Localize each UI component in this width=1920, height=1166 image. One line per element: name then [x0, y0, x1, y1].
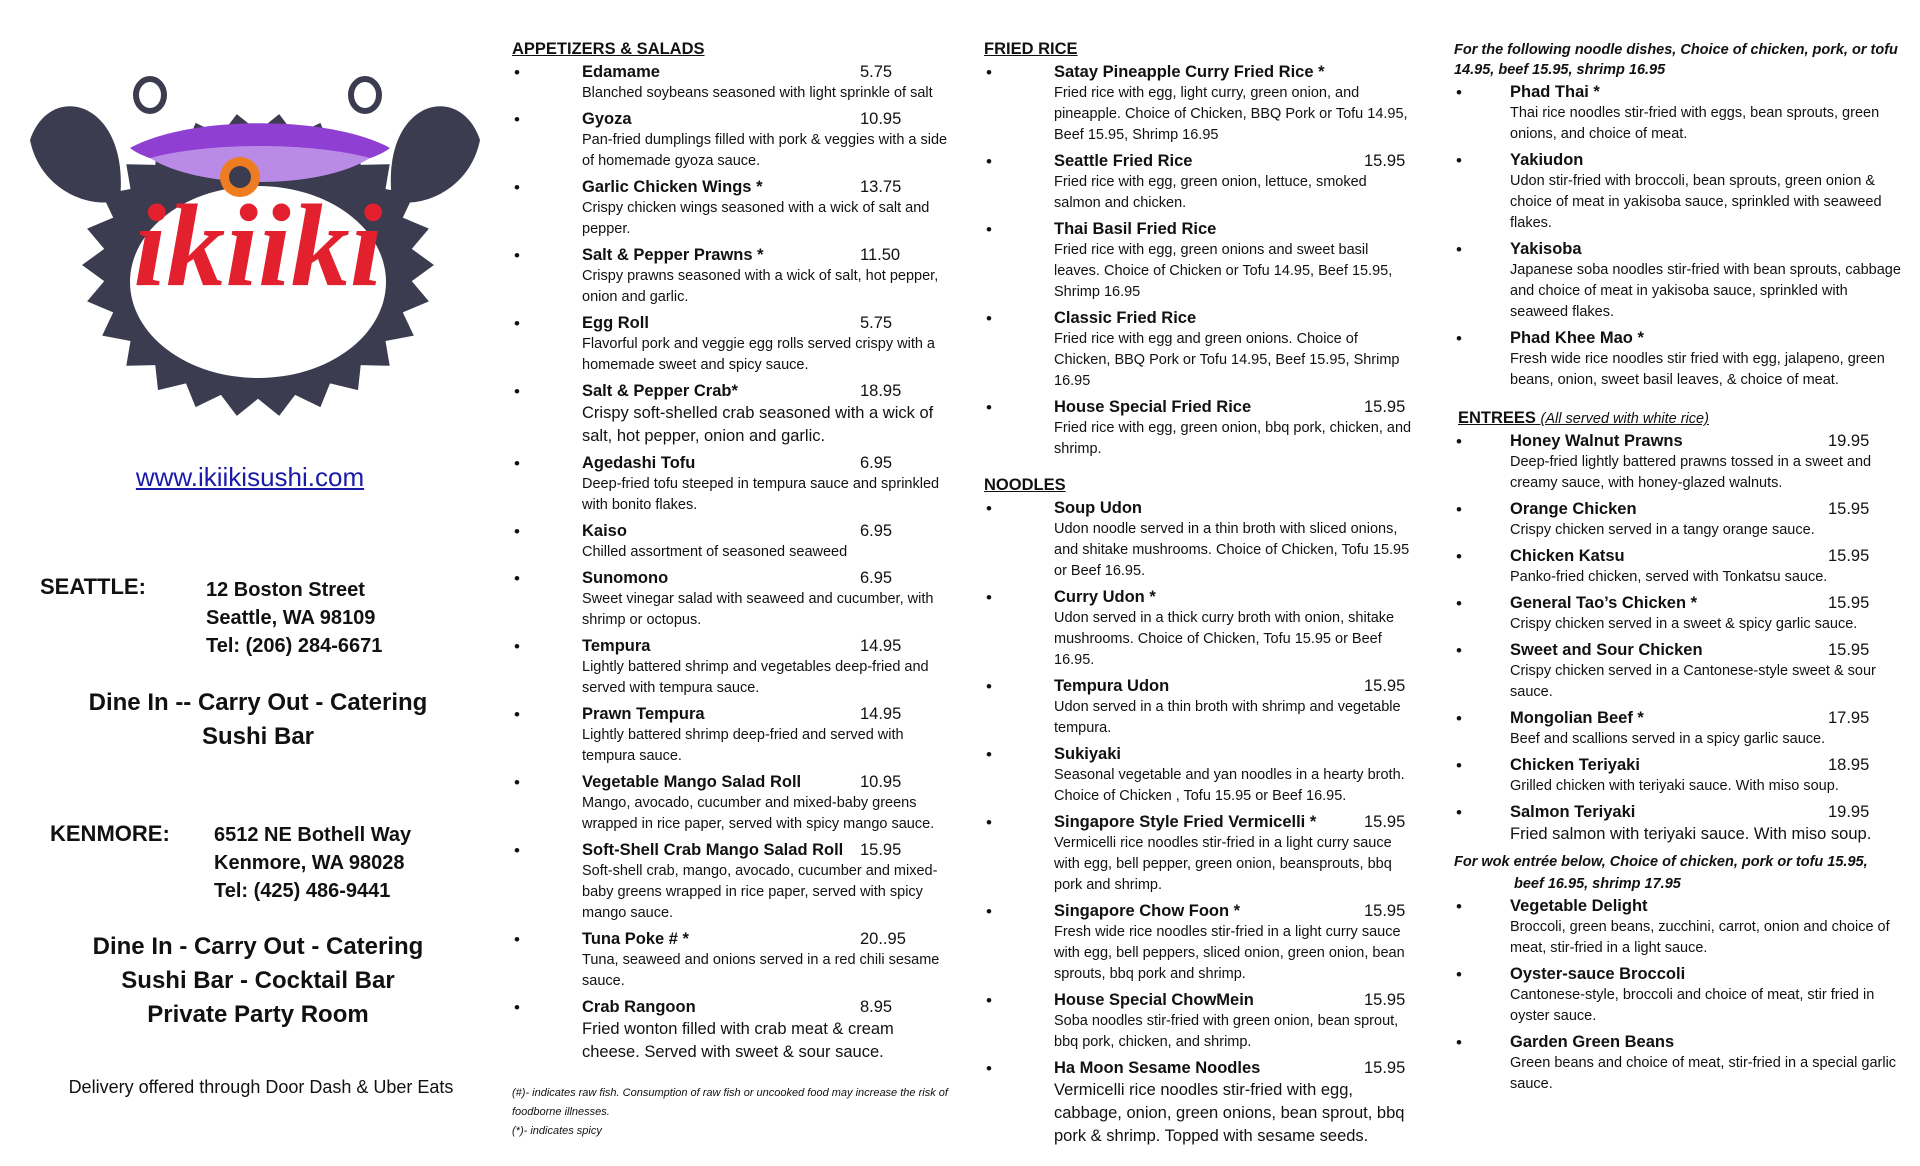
item-name: • Curry Udon *	[1054, 588, 1156, 606]
menu-item	[984, 397, 1414, 460]
menu-item	[1454, 640, 1902, 703]
item-name: • Phad Thai *	[1510, 83, 1600, 101]
menu-item	[512, 840, 952, 924]
item-price: 10.95	[860, 110, 902, 128]
appetizers-list	[512, 62, 952, 1064]
menu-item	[1454, 1032, 1902, 1095]
menu-item	[984, 587, 1414, 671]
kenmore-street: 6512 NE Bothell Way	[214, 824, 412, 846]
item-description: Cantonese-style, broccoli and choice of meat, stir fried in oyster sauce.	[1510, 987, 1875, 1024]
item-name: • General Tao’s Chicken *	[1510, 594, 1698, 612]
item-price: 15.95	[1364, 991, 1406, 1009]
item-description: Crispy chicken wings seasoned with a wick of salt and pepper.	[582, 200, 930, 237]
item-price: 5.75	[860, 314, 893, 332]
wok-intro-2: beef 16.95, shrimp 17.95	[1514, 876, 1681, 892]
kenmore-services-line: Private Party Room	[147, 1001, 369, 1028]
seattle-city-zip: Seattle, WA 98109	[206, 607, 376, 629]
item-description: Seasonal vegetable and yan noodles in a hearty broth. Choice of Chicken , Tofu 15.95 or Beef 16.95.	[1054, 767, 1405, 804]
menu-item	[512, 568, 952, 631]
kenmore-address	[214, 821, 411, 905]
menu-item	[1454, 239, 1902, 323]
entrees-list	[1454, 431, 1902, 846]
item-name: • House Special Fried Rice	[1054, 398, 1252, 416]
item-description: Deep-fried lightly battered prawns tossed in a sweet and creamy sauce, with honey-glazed walnuts.	[1510, 454, 1872, 491]
item-name: • Seattle Fried Rice	[1054, 152, 1193, 170]
item-description: Soba noodles stir-fried with green onion, bean sprout, bbq pork, chicken, and shrimp.	[1054, 1013, 1399, 1050]
item-price: 6.95	[860, 569, 893, 587]
seattle-services-line: Dine In -- Carry Out - Catering	[88, 689, 428, 716]
menu-item	[984, 744, 1414, 807]
item-description: Fried rice with egg, light curry, green onion, and pineapple. Choice of Chicken, BBQ Pork or Tofu 14.95, Beef 15.95, Shrimp 16.95	[1054, 85, 1408, 143]
item-description: Fried rice with egg, green onion, bbq pork, chicken, and shrimp.	[1054, 420, 1412, 457]
seattle-services-line: Sushi Bar	[201, 723, 315, 750]
menu-item	[512, 453, 952, 516]
item-price: 15.95	[1364, 677, 1406, 695]
item-name: • Kaiso	[582, 522, 627, 540]
item-price: 15.95	[1364, 1059, 1406, 1077]
appetizers-column	[512, 40, 952, 1141]
kenmore-services-line: Dine In - Carry Out - Catering	[92, 933, 424, 960]
item-price: 5.75	[860, 63, 893, 81]
item-description: Fried rice with egg, green onion, lettuce, smoked salmon and chicken.	[1054, 174, 1367, 211]
item-description: Crispy chicken served in a tangy orange sauce.	[1510, 522, 1815, 538]
menu-item	[1454, 896, 1902, 959]
menu-item	[984, 151, 1414, 214]
menu-item	[984, 901, 1414, 985]
item-price: 15.95	[1828, 641, 1870, 659]
item-price: 17.95	[1828, 709, 1870, 727]
kenmore-services	[0, 930, 516, 1032]
item-name: • Orange Chicken	[1510, 500, 1637, 518]
brand-column	[0, 0, 500, 1166]
noodle-dishes-list	[1454, 82, 1902, 391]
menu-item	[512, 313, 952, 376]
delivery-note: Delivery offered through Door Dash & Uber Eats	[68, 1077, 454, 1097]
item-name: • Sunomono	[582, 569, 669, 587]
item-price: 11.50	[860, 246, 901, 264]
item-name: • Prawn Tempura	[582, 705, 705, 723]
menu-item	[1454, 755, 1902, 797]
item-name: • Singapore Chow Foon *	[1054, 902, 1241, 920]
wok-list	[1454, 896, 1902, 1095]
item-name: • Mongolian Beef *	[1510, 709, 1644, 727]
menu-item	[984, 219, 1414, 303]
item-price: 19.95	[1828, 803, 1870, 821]
item-price: 18.95	[860, 382, 902, 400]
item-price: 14.95	[860, 637, 902, 655]
item-name: • Crab Rangoon	[582, 998, 696, 1016]
menu-item	[984, 308, 1414, 392]
item-description: Fresh wide rice noodles stir-fried in a light curry sauce with egg, bell peppers, sliced onion, green onion, bean sprouts, bbq pork and shrimp.	[1054, 924, 1405, 982]
item-description: Mango, avocado, cucumber and mixed-baby greens wrapped in rice paper, served with spicy mango sauce.	[582, 795, 935, 832]
item-price: 15.95	[860, 841, 902, 859]
menu-item	[512, 177, 952, 240]
item-name: • Oyster-sauce Broccoli	[1510, 965, 1686, 983]
item-name: • Tempura	[582, 637, 651, 655]
item-description: Blanched soybeans seasoned with light sprinkle of salt	[582, 85, 933, 101]
kenmore-city-label: KENMORE:	[50, 821, 170, 846]
kenmore-phone[interactable]: Tel: (425) 486-9441	[214, 880, 391, 902]
item-name: • Thai Basil Fried Rice	[1054, 220, 1217, 238]
seattle-address	[206, 576, 382, 660]
item-name: • Edamame	[582, 63, 660, 81]
noodles-heading: NOODLES	[984, 476, 1066, 494]
item-description: Udon noodle served in a thin broth with sliced onions, and shitake mushrooms. Choice of Chicken, Tofu 15.95 or Beef 16.95.	[1054, 521, 1410, 579]
item-price: 15.95	[1364, 398, 1406, 416]
item-description: Fried rice with egg, green onions and sweet basil leaves. Choice of Chicken or Tofu 14.95, Beef 15.95, Shrimp 16.95	[1054, 242, 1393, 300]
item-description: Pan-fried dumplings filled with pork & veggies with a side of homemade gyoza sauce.	[582, 132, 948, 169]
item-description: Fried wonton filled with crab meat & cream cheese. Served with sweet & sour sauce.	[582, 1020, 894, 1061]
menu-item	[1454, 82, 1902, 145]
item-description: Deep-fried tofu steeped in tempura sauce and sprinkled with bonito flakes.	[582, 476, 940, 513]
item-description: Chilled assortment of seasoned seaweed	[582, 544, 848, 560]
item-description: Broccoli, green beans, zucchini, carrot, onion and choice of meat, stir-fried in a light sauce.	[1510, 919, 1890, 956]
rice-noodles-column	[984, 40, 1414, 1153]
item-description: Sweet vinegar salad with seaweed and cucumber, with shrimp or octopus.	[582, 591, 934, 628]
menu-item	[984, 498, 1414, 582]
item-description: Green beans and choice of meat, stir-fried in a special garlic sauce.	[1510, 1055, 1897, 1092]
entrees-note: (All served with white rice)	[1540, 411, 1709, 427]
menu-item	[984, 812, 1414, 896]
item-name: • Classic Fried Rice	[1054, 309, 1197, 327]
menu-item	[512, 772, 952, 835]
item-name: • Sweet and Sour Chicken	[1510, 641, 1703, 659]
item-description: Fresh wide rice noodles stir fried with egg, jalapeno, green beans, onion, sweet basil leaves, & choice of meat.	[1510, 351, 1885, 388]
raw-fish-footnote: (#)- indicates raw fish. Consumption of raw fish or uncooked food may increase the risk of foodborne illnesses.	[512, 1087, 948, 1118]
item-description: Panko-fried chicken, served with Tonkatsu sauce.	[1510, 569, 1828, 585]
item-price: 8.95	[860, 998, 893, 1016]
item-name: • Satay Pineapple Curry Fried Rice *	[1054, 63, 1325, 81]
item-name: • Vegetable Delight	[1510, 897, 1648, 915]
wok-intro: For wok entrée below, Choice of chicken, pork or tofu 15.95,	[1454, 854, 1868, 870]
menu-item	[512, 521, 952, 563]
seattle-street: 12 Boston Street	[206, 579, 365, 601]
fried-rice-list	[984, 62, 1414, 460]
item-price: 13.75	[860, 178, 902, 196]
item-description: Lightly battered shrimp and vegetables deep-fried and served with tempura sauce.	[582, 659, 929, 696]
kenmore-city-zip: Kenmore, WA 98028	[214, 852, 405, 874]
item-description: Fried rice with egg and green onions. Choice of Chicken, BBQ Pork or Tofu 14.95, Beef 15.95, Shrimp 16.95	[1054, 331, 1400, 389]
menu-item	[1454, 431, 1902, 494]
menu-item	[512, 929, 952, 992]
item-description: Grilled chicken with teriyaki sauce. With miso soup.	[1510, 778, 1839, 794]
item-name: • Chicken Katsu	[1510, 547, 1625, 565]
item-description: Udon served in a thick curry broth with onion, shitake mushrooms. Choice of Chicken, Tofu 15.95 or Beef 16.95.	[1054, 610, 1395, 668]
item-name: • Ha Moon Sesame Noodles	[1054, 1059, 1261, 1077]
menu-item	[512, 245, 952, 308]
item-price: 20..95	[860, 930, 906, 948]
item-price: 6.95	[860, 522, 893, 540]
item-name: • Gyoza	[582, 110, 632, 128]
item-description: Thai rice noodles stir-fried with eggs, bean sprouts, green onions, and choice of meat.	[1510, 105, 1880, 142]
entrees-column	[1454, 40, 1902, 1100]
menu-item	[984, 1058, 1414, 1148]
item-price: 6.95	[860, 454, 893, 472]
item-name: • Yakiudon	[1510, 151, 1584, 169]
menu-item	[1454, 546, 1902, 588]
item-description: Udon served in a thin broth with shrimp and vegetable tempura.	[1054, 699, 1401, 736]
menu-item	[1454, 328, 1902, 391]
seattle-city-label: SEATTLE:	[40, 574, 146, 599]
item-name: • Salt & Pepper Crab*	[582, 382, 738, 400]
kenmore-services-line: Sushi Bar - Cocktail Bar	[121, 967, 395, 994]
noodle-dishes-intro: For the following noodle dishes, Choice of chicken, pork, or tofu 14.95, beef 15.95, shrimp 16.95	[1454, 42, 1898, 78]
item-name: • Soft-Shell Crab Mango Salad Roll	[582, 841, 844, 859]
item-name: • Tuna Poke # *	[582, 930, 689, 948]
item-description: Beef and scallions served in a spicy garlic sauce.	[1510, 731, 1826, 747]
appetizers-heading: APPETIZERS & SALADS	[512, 40, 705, 58]
brand-wordmark: ikiiki	[133, 180, 383, 311]
menu-item	[512, 997, 952, 1064]
item-description: Tuna, seaweed and onions served in a red chili sesame sauce.	[582, 952, 940, 989]
item-price: 15.95	[1364, 813, 1406, 831]
item-price: 15.95	[1364, 152, 1406, 170]
menu-item	[1454, 964, 1902, 1027]
menu-item	[512, 62, 952, 104]
item-price: 15.95	[1828, 500, 1870, 518]
menu-item	[512, 704, 952, 767]
item-price: 18.95	[1828, 756, 1870, 774]
item-name: • Chicken Teriyaki	[1510, 756, 1640, 774]
entrees-title: ENTREES	[1458, 409, 1536, 427]
item-name: • Honey Walnut Prawns	[1510, 432, 1683, 450]
item-price: 10.95	[860, 773, 902, 791]
menu-item	[1454, 150, 1902, 234]
menu-item	[512, 381, 952, 448]
item-description: Flavorful pork and veggie egg rolls served crispy with a homemade sweet and spicy sauce.	[582, 336, 935, 373]
item-description: Vermicelli rice noodles stir-fried in a light curry sauce with egg, bell pepper, green onion, beansprouts, bbq pork and shrimp.	[1054, 835, 1392, 893]
noodles-list	[984, 498, 1414, 1148]
item-name: • Garden Green Beans	[1510, 1033, 1675, 1051]
menu-item	[984, 676, 1414, 739]
item-price: 19.95	[1828, 432, 1870, 450]
item-description: Crispy chicken served in a Cantonese-style sweet & sour sauce.	[1510, 663, 1876, 700]
menu-item	[984, 990, 1414, 1053]
item-description: Fried salmon with teriyaki sauce. With miso soup.	[1510, 825, 1872, 843]
menu-item	[1454, 708, 1902, 750]
item-price: 15.95	[1364, 902, 1406, 920]
item-name: • Salt & Pepper Prawns *	[582, 246, 764, 264]
menu-item	[512, 109, 952, 172]
website-link[interactable]: www.ikiikisushi.com	[135, 462, 365, 492]
item-name: • Tempura Udon	[1054, 677, 1170, 695]
item-name: • Singapore Style Fried Vermicelli *	[1054, 813, 1317, 831]
item-description: Crispy prawns seasoned with a wick of salt, hot pepper, onion and garlic.	[582, 268, 939, 305]
menu-item	[1454, 802, 1902, 846]
item-description: Vermicelli rice noodles stir-fried with egg, cabbage, onion, green onions, bean sprout, bbq pork & shrimp. Topped with sesame seeds.	[1054, 1081, 1405, 1145]
item-description: Lightly battered shrimp deep-fried and served with tempura sauce.	[582, 727, 904, 764]
item-price: 14.95	[860, 705, 902, 723]
item-description: Japanese soba noodles stir-fried with bean sprouts, cabbage and choice of meat in yakisoba sauce, sprinkled with seaweed flakes.	[1510, 262, 1901, 320]
item-name: • Soup Udon	[1054, 499, 1142, 517]
seattle-phone[interactable]: Tel: (206) 284-6671	[206, 635, 383, 657]
item-name: • Sukiyaki	[1054, 745, 1121, 763]
fried-rice-heading: FRIED RICE	[984, 40, 1078, 58]
item-description: Crispy soft-shelled crab seasoned with a wick of salt, hot pepper, onion and garlic.	[582, 404, 934, 445]
item-name: • House Special ChowMein	[1054, 991, 1254, 1009]
item-description: Udon stir-fried with broccoli, bean sprouts, green onion & choice of meat in yakisoba sauce, sprinkled with seaweed flakes.	[1510, 173, 1882, 231]
item-price: 15.95	[1828, 594, 1870, 612]
spicy-footnote: (*)- indicates spicy	[512, 1125, 602, 1137]
item-description: Soft-shell crab, mango, avocado, cucumber and mixed-baby greens wrapped in rice paper, served with spicy mango sauce.	[582, 863, 938, 921]
item-name: • Agedashi Tofu	[582, 454, 696, 472]
menu-item	[512, 636, 952, 699]
seattle-services	[0, 686, 516, 754]
menu-item	[984, 62, 1414, 146]
item-price: 15.95	[1828, 547, 1870, 565]
footnotes	[512, 1084, 952, 1141]
menu-item	[1454, 593, 1902, 635]
item-name: • Garlic Chicken Wings *	[582, 178, 763, 196]
item-name: • Egg Roll	[582, 314, 649, 332]
item-description: Crispy chicken served in a sweet & spicy garlic sauce.	[1510, 616, 1858, 632]
menu-item	[1454, 499, 1902, 541]
item-name: • Phad Khee Mao *	[1510, 329, 1644, 347]
item-name: • Salmon Teriyaki	[1510, 803, 1636, 821]
item-name: • Yakisoba	[1510, 240, 1582, 258]
item-name: • Vegetable Mango Salad Roll	[582, 773, 802, 791]
entrees-heading	[1454, 409, 1902, 428]
pufferfish-logo	[20, 40, 490, 420]
